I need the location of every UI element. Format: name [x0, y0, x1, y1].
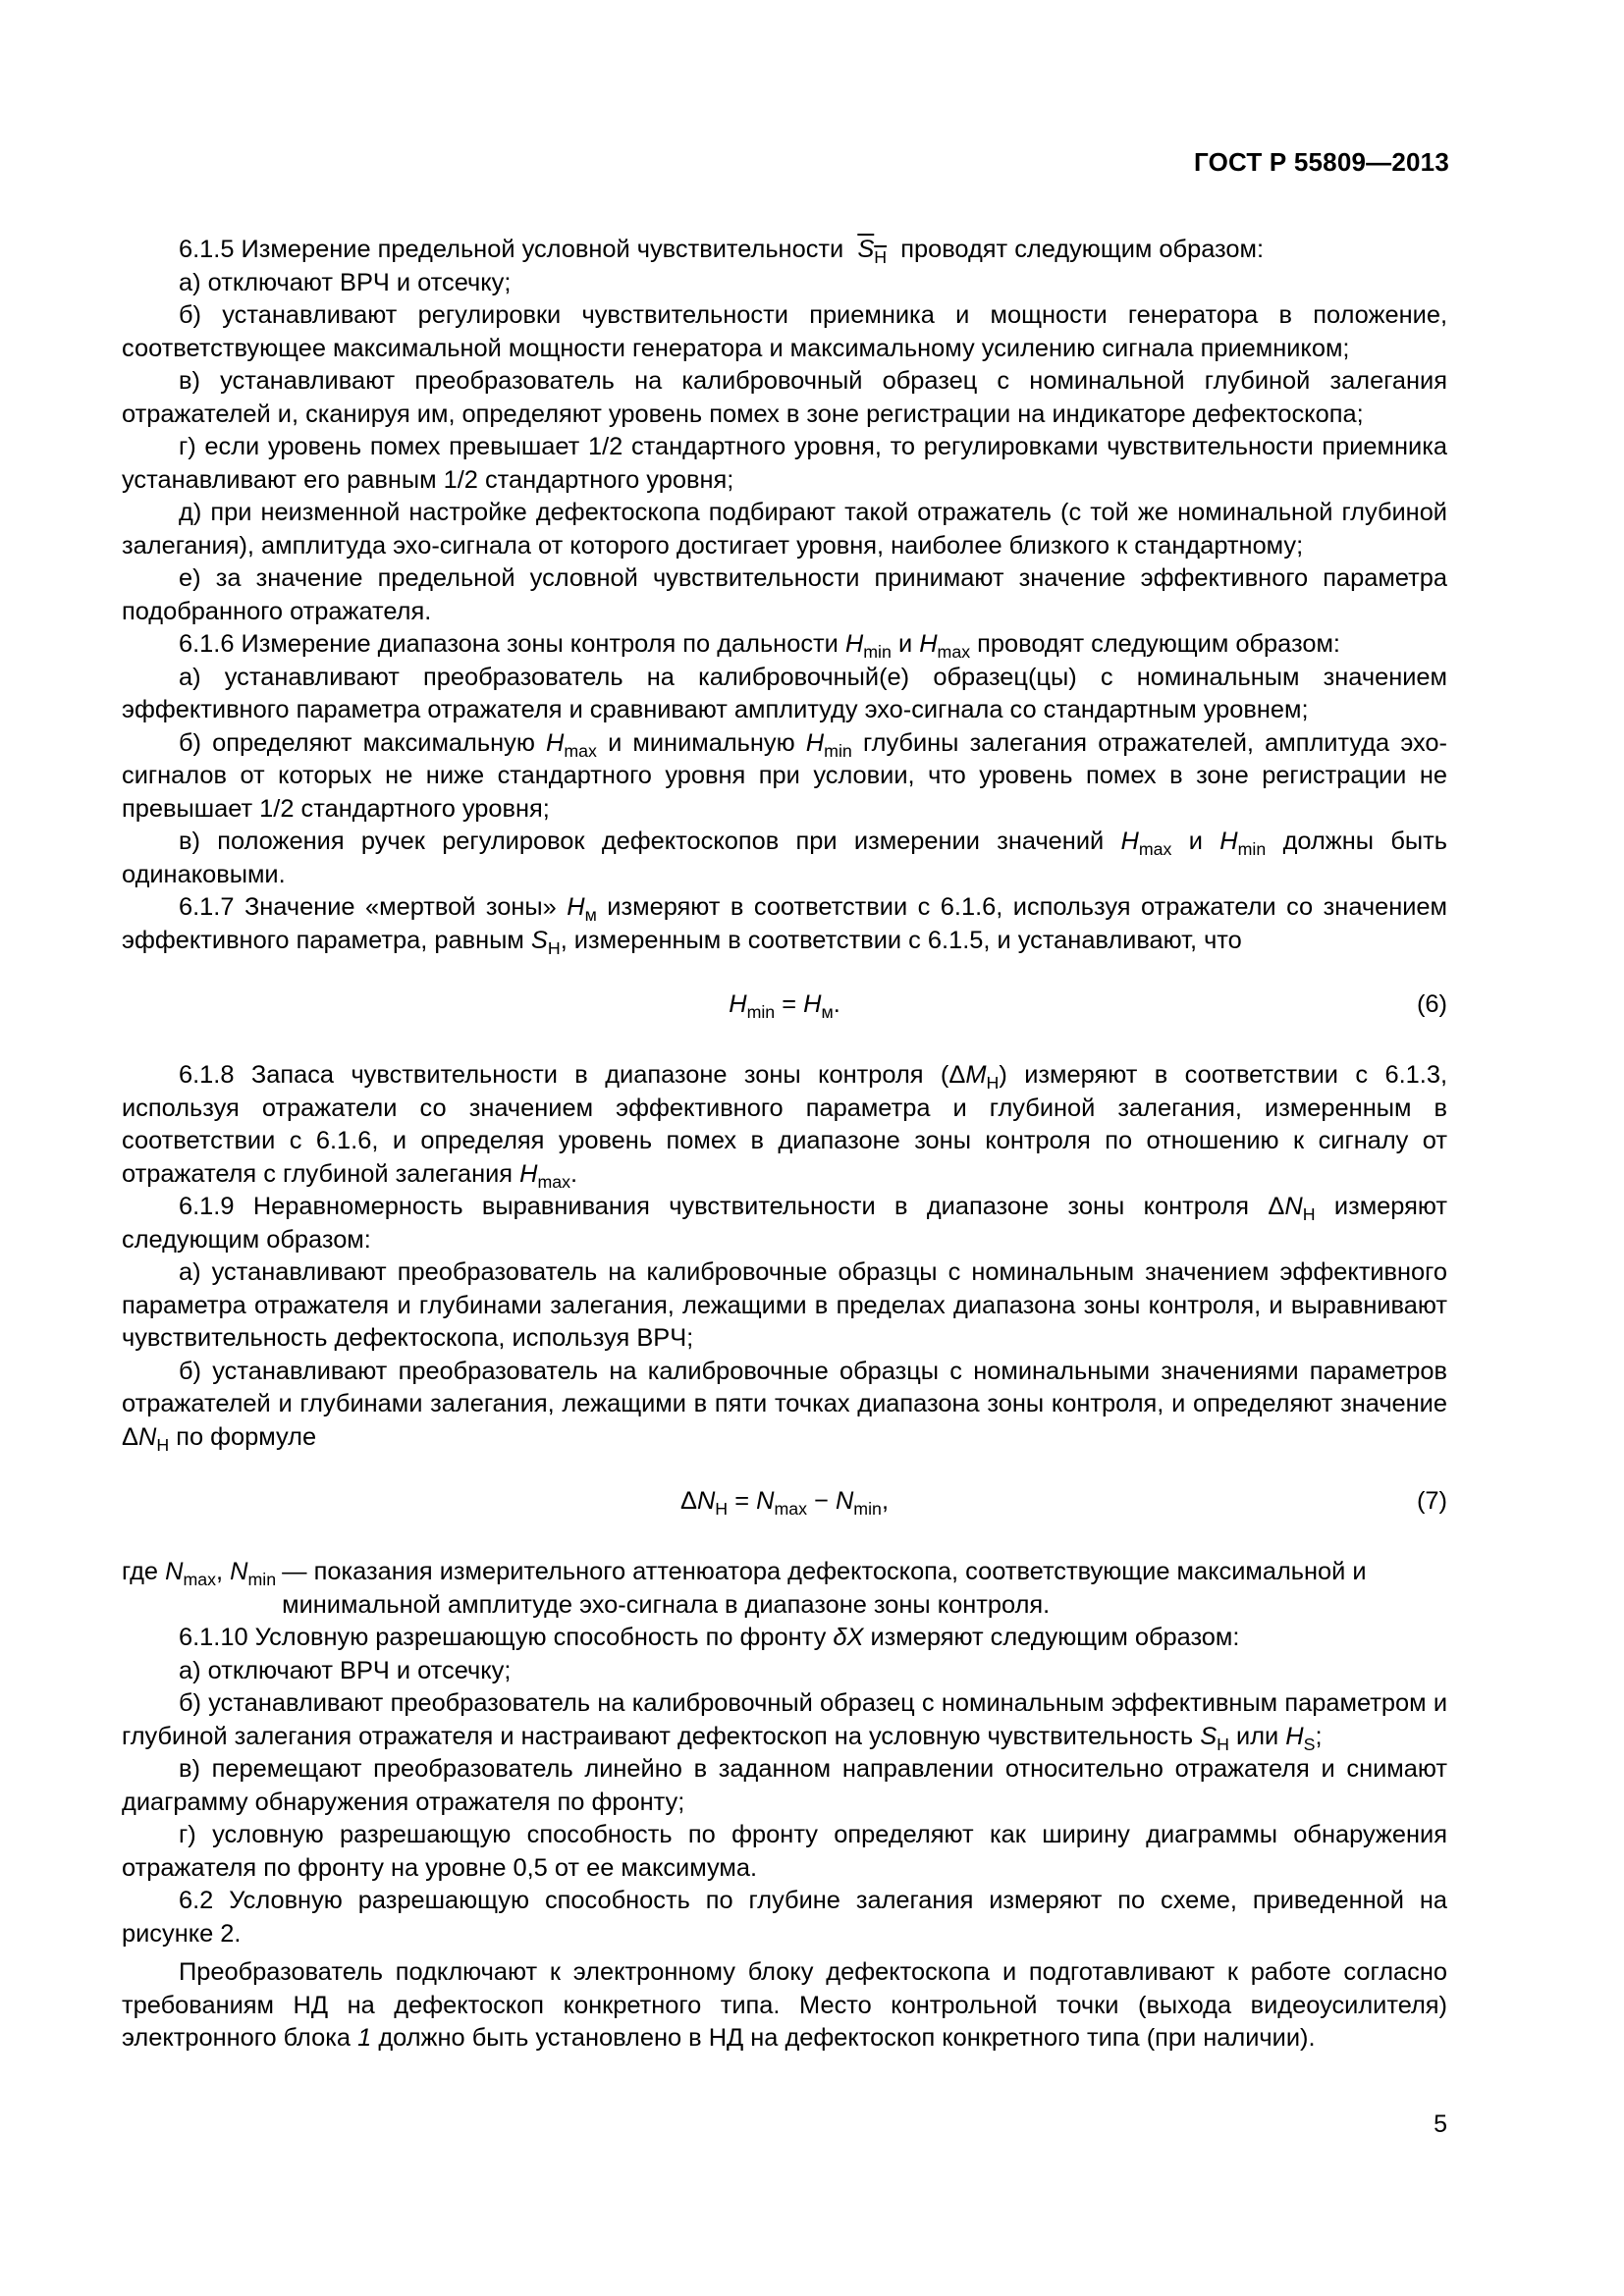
paragraph-6-1-8: 6.1.8 Запаса чувствительности в диапазоне зоны контроля $(\Delta M_H)$ измеряют в соответствии с 6.1.3, используя отражатели со значением эффективного параметра и глубиной залегания, измеренным в соответствии с 6.1.6, и определяя уровень помех в диапазоне зоны контроля по отношению к сигналу от отражателя с глубиной залегания $H_{max}$.	[122, 1061, 1447, 1192]
list-item-6-1-5-c: в) устанавливают преобразователь на калибровочный образец с номинальной глубиной залегания отражателей и, сканируя им, определяют уровень помех в зоне регистрации на индикаторе дефектоскопа;	[122, 367, 1447, 428]
list-item-6-1-6-b: б) определяют максимальную $H_{max}$ и минимальную $H_{min}$ глубины залегания отражателей, амплитуда эхо-сигналов от которых не ниже стандартного уровня при условии, что уровень помех в зоне регистрации не превышает 1/2 стандартного уровня;	[122, 728, 1447, 823]
list-item-6-1-5-d: г) если уровень помех превышает 1/2 стандартного уровня, то регулировками чувствительности приемника устанавливают его равным 1/2 стандартного уровня;	[122, 433, 1447, 494]
formula-6-body: $H_{min} = H_м$.	[729, 990, 840, 1023]
symbol-h-max: $H_{max}$	[1120, 828, 1172, 860]
paragraph-6-2-connection: Преобразователь подключают к электронному блоку дефектоскопа и подготавливают к работе согласно требованиям НД на дефектоскоп конкретного типа. Место контрольной точки (выхода видеоусилителя) электронного блока 1 должно быть установлено в НД на дефектоскоп конкретного типа (при наличии).	[122, 1958, 1447, 2052]
list-item-6-1-5-e: д) при неизменной настройке дефектоскопа подбирают такой отражатель (с той же номинальной глубиной залегания), амплитуда эхо-сигнала от которого достигает уровня, наиболее близкого к стандартному;	[122, 499, 1447, 560]
where-label: где $N_{max}$, $N_{min}$	[122, 1558, 277, 1590]
list-item-6-1-10-b: б) устанавливают преобразователь на калибровочный образец с номинальным эффективным параметром и глубиной залегания отражателя и настраивают дефектоскоп на условную чувствительность $S_H$ или $H_S$;	[122, 1689, 1447, 1754]
document-body	[122, 234, 1447, 2056]
symbol-h-min: $H_{min}$	[844, 630, 892, 663]
formula-7-body: $\Delta N_H = N_{max} - N_{min}$,	[679, 1487, 889, 1520]
list-item-6-1-10-d: г) условную разрешающую способность по фронту определяют как ширину диаграммы обнаружения отражателя по фронту на уровне 0,5 от ее максимума.	[122, 1821, 1447, 1882]
paragraph-6-1-6: 6.1.6 Измерение диапазона зоны контроля по дальности $H_{min}$ и $H_{max}$ проводят следующим образом:	[179, 630, 1340, 663]
list-item-6-1-9-a: а) устанавливают преобразователь на калибровочные образцы с номинальным значением эффективного параметра отражателя и глубинами залегания, лежащими в пределах диапазона зоны контроля, и выравнивают чувствительность дефектоскопа, используя ВРЧ;	[122, 1258, 1447, 1352]
list-item-6-1-9-b: б) устанавливают преобразователь на калибровочные образцы с номинальными значениями параметров отражателей и глубинами залегания, лежащими в пяти точках диапазона зоны контроля, и определяют значение $\Delta N_H$ по формуле	[122, 1357, 1447, 1455]
formula-7-number: (7)	[1416, 1487, 1447, 1515]
list-item-6-1-10-c: в) перемещают преобразователь линейно в заданном направлении относительно отражателя и снимают диаграмму обнаружения отражателя по фронту;	[122, 1755, 1447, 1816]
paragraph-6-1-5: 6.1.5 Измерение предельной условной чувствительности $S_H$ проводят следующим образом:	[179, 236, 1265, 268]
paragraph-6-1-10: 6.1.10 Условную разрешающую способность по фронту δX измеряют следующим образом:	[179, 1624, 1240, 1651]
formula-6	[122, 985, 1447, 1026]
document-code: ГОСТ Р 55809—2013	[1194, 147, 1449, 177]
symbol-s-h: $S_H$	[530, 926, 561, 958]
list-item-6-1-6-c: в) положения ручек регулировок дефектоскопов при измерении значений $H_{max}$ и $H_{min}$ должны быть одинаковыми.	[122, 828, 1448, 888]
list-item-6-1-5-f: е) за значение предельной условной чувствительности принимают значение эффективного параметра подобранного отражателя.	[122, 564, 1447, 625]
symbol-h-max: $H_{max}$	[919, 630, 971, 663]
page-number: 5	[1434, 2110, 1447, 2138]
list-item-6-1-6-a: а) устанавливают преобразователь на калибровочный(е) образец(цы) с номинальным значением эффективного параметра отражателя и сравнивают амплитуду эхо-сигнала со стандартным уровнем;	[122, 663, 1447, 723]
formula-6-number: (6)	[1416, 990, 1447, 1018]
list-item-6-1-5-a: а) отключают ВРЧ и отсечку;	[179, 268, 512, 296]
symbol-h-min: $H_{min}$	[805, 728, 852, 761]
where-clause	[122, 1556, 1447, 1622]
symbol-delta-n-h: $N_H$	[1284, 1193, 1316, 1225]
symbol-s-h-bar: $S_H$	[857, 236, 888, 268]
symbol-h-m: $H_м$	[567, 893, 597, 926]
paragraph-6-2: 6.2 Условную разрешающую способность по глубине залегания измеряют по схеме, приведенной на рисунке 2.	[122, 1887, 1447, 1948]
symbol-h-min: $H_{min}$	[1219, 828, 1267, 860]
list-item-6-1-5-b: б) устанавливают регулировки чувствительности приемника и мощности генератора в положение, соответствующее максимальной мощности генератора и максимальному усилению сигнала приемником;	[122, 301, 1447, 362]
symbol-h-max: $H_{max}$	[519, 1159, 571, 1192]
paragraph-6-1-9: 6.1.9 Неравномерность выравнивания чувствительности в диапазоне зоны контроля $\Delta N_H$ измеряют следующим образом:	[122, 1193, 1447, 1254]
paragraph-6-1-7: 6.1.7 Значение «мертвой зоны» $H_м$ измеряют в соответствии с 6.1.6, используя отражатели со значением эффективного параметра, равным $S_H$, измеренным в соответствии с 6.1.5, и устанавливают, что	[122, 893, 1448, 958]
list-item-6-1-10-a: а) отключают ВРЧ и отсечку;	[179, 1656, 512, 1684]
symbol-h-max: $H_{max}$	[546, 728, 597, 761]
formula-7	[122, 1481, 1447, 1522]
where-definition: — показания измерительного аттенюатора дефектоскопа, соответствующие максимальной и минимальной амплитуде эхо-сигнала в диапазоне зоны контроля.	[282, 1558, 1367, 1619]
